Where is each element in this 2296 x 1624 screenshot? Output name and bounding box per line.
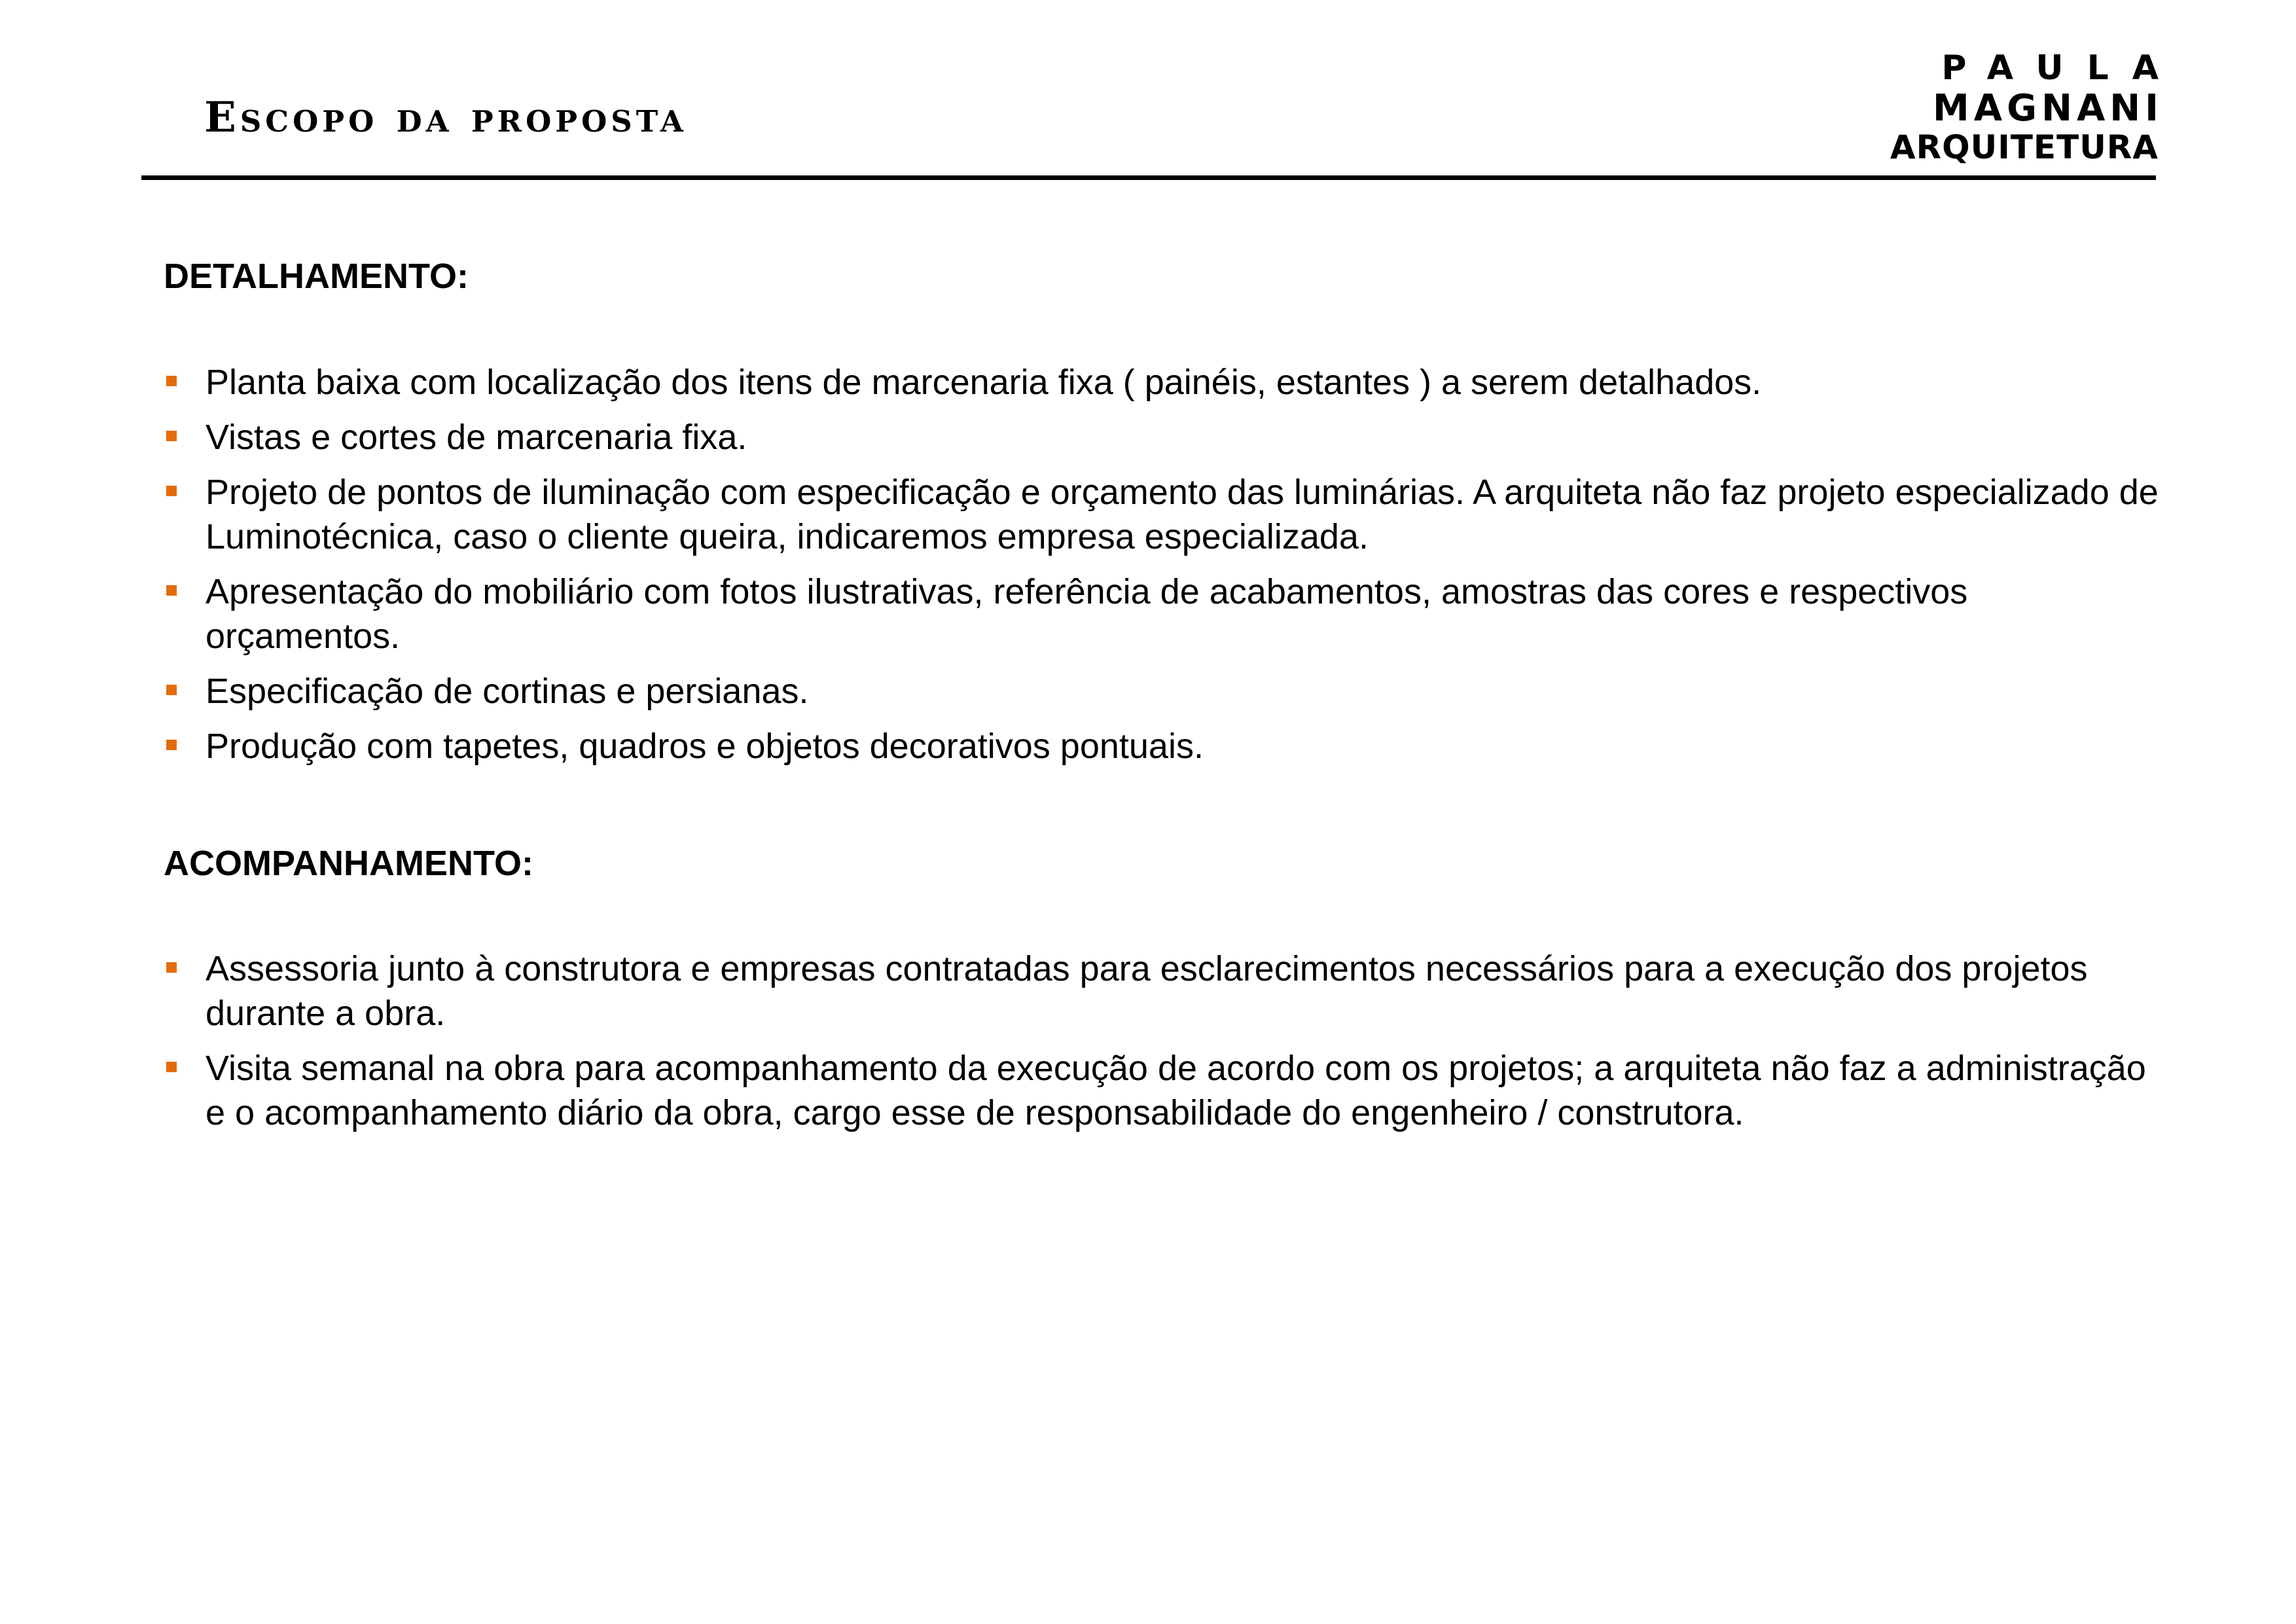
square-bullet-icon — [166, 1062, 177, 1072]
company-logo — [1890, 48, 2182, 168]
list-item-text: Especificação de cortinas e persianas. — [206, 672, 809, 711]
list-item-text: Visita semanal na obra para acompanhamento da execução de acordo com os projetos; a arquiteta não faz a administração e o acompanhamento diário da obra, cargo esse de responsabilidade do engenheiro / construtora. — [206, 1049, 2146, 1132]
list-item — [164, 1046, 2166, 1135]
logo-line-2: MAGNANI — [1933, 87, 2163, 130]
list-item — [164, 669, 2166, 713]
acompanhamento-list — [164, 947, 2166, 1146]
square-bullet-icon — [166, 431, 177, 441]
list-item — [164, 947, 2166, 1036]
page-title: Escopo da proposta — [204, 93, 687, 142]
square-bullet-icon — [166, 585, 177, 596]
list-item-text: Projeto de pontos de iluminação com especificação e orçamento das luminárias. A arquiteta não faz projeto especializado de Luminotécnica, caso o cliente queira, indicaremos empresa especializada. — [206, 473, 2159, 556]
list-item — [164, 470, 2166, 559]
section-heading-acompanhamento: ACOMPANHAMENTO: — [164, 844, 533, 883]
list-item-text: Produção com tapetes, quadros e objetos decorativos pontuais. — [206, 727, 1204, 766]
square-bullet-icon — [166, 962, 177, 973]
list-item-text: Apresentação do mobiliário com fotos ilustrativas, referência de acabamentos, amostras das cores e respectivos orçamentos. — [206, 572, 1968, 656]
logo-line-3: ARQUITETURA — [1890, 128, 2159, 166]
logo-line-1: PAULA — [1941, 48, 2182, 88]
header-divider — [141, 175, 2156, 180]
list-item — [164, 569, 2166, 659]
square-bullet-icon — [166, 486, 177, 496]
list-item-text: Assessoria junto à construtora e empresas contratadas para esclarecimentos necessários para a execução dos projetos durante a obra. — [206, 949, 2088, 1033]
square-bullet-icon — [166, 740, 177, 750]
list-item-text: Vistas e cortes de marcenaria fixa. — [206, 418, 747, 457]
list-item — [164, 360, 2166, 405]
list-item — [164, 724, 2166, 768]
square-bullet-icon — [166, 685, 177, 695]
section-heading-detalhamento: DETALHAMENTO: — [164, 257, 469, 296]
square-bullet-icon — [166, 376, 177, 386]
detalhamento-list — [164, 360, 2166, 779]
list-item — [164, 415, 2166, 460]
list-item-text: Planta baixa com localização dos itens de marcenaria fixa ( painéis, estantes ) a serem detalhados. — [206, 363, 1762, 402]
